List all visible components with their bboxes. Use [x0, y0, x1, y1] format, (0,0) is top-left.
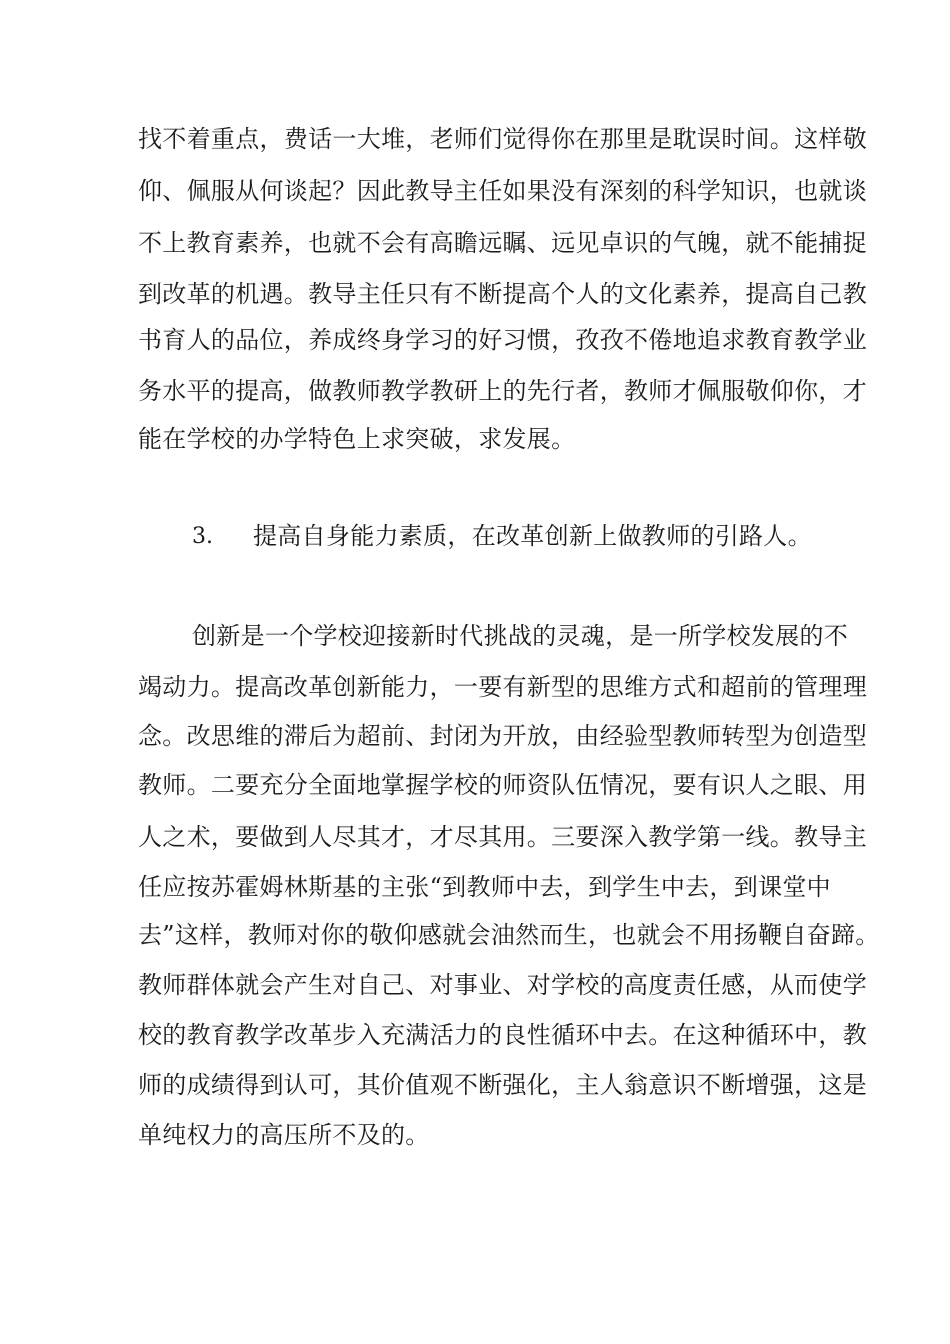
paragraph-line: 务水平的提高，做教师教学教研上的先行者，教师才佩服敬仰你，才: [138, 377, 867, 405]
paragraph-line: 人之术，要做到人尽其才，才尽其用。三要深入教学第一线。教导主: [138, 823, 867, 851]
heading-text: 提高自身能力素质，在改革创新上做教师的引路人。: [253, 522, 812, 550]
paragraph-line: 竭动力。提高改革创新能力，一要有新型的思维方式和超前的管理理: [138, 673, 867, 701]
heading-number: 3.: [192, 524, 213, 549]
paragraph-line: 任应按苏霍姆林斯基的主张“到教师中去，到学生中去，到课堂中: [138, 873, 831, 901]
paragraph-line: 书育人的品位，养成终身学习的好习惯，孜孜不倦地追求教育教学业: [138, 326, 867, 354]
paragraph-line: 仰、佩服从何谈起？因此教导主任如果没有深刻的科学知识，也就谈: [138, 177, 867, 205]
paragraph-line: 到改革的机遇。教导主任只有不断提高个人的文化素养，提高自己教: [138, 280, 867, 308]
paragraph-line: 校的教育教学改革步入充满活力的良性循环中去。在这种循环中，教: [138, 1021, 867, 1049]
paragraph-line: 念。改思维的滞后为超前、封闭为开放，由经验型教师转型为创造型: [138, 722, 867, 750]
paragraph-line: 不上教育素养，也就不会有高瞻远瞩、远见卓识的气魄，就不能捕捉: [138, 229, 867, 257]
paragraph-line: 教师。二要充分全面地掌握学校的师资队伍情况，要有识人之眼、用: [138, 771, 867, 799]
paragraph-line: 单纯权力的高压所不及的。: [138, 1121, 430, 1149]
paragraph-line: 教师群体就会产生对自己、对事业、对学校的高度责任感，从而使学: [138, 971, 867, 999]
paragraph-line: 师的成绩得到认可，其价值观不断强化，主人翁意识不断增强，这是: [138, 1071, 867, 1099]
paragraph-line: 去”这样，教师对你的敬仰感就会油然而生，也就会不用扬鞭自奋蹄。: [138, 921, 880, 949]
paragraph-line: 创新是一个学校迎接新时代挑战的灵魂，是一所学校发展的不: [192, 622, 849, 650]
paragraph-line: 能在学校的办学特色上求突破，求发展。: [138, 425, 576, 453]
paragraph-line: 找不着重点，费话一大堆，老师们觉得你在那里是耽误时间。这样敬: [138, 125, 867, 153]
